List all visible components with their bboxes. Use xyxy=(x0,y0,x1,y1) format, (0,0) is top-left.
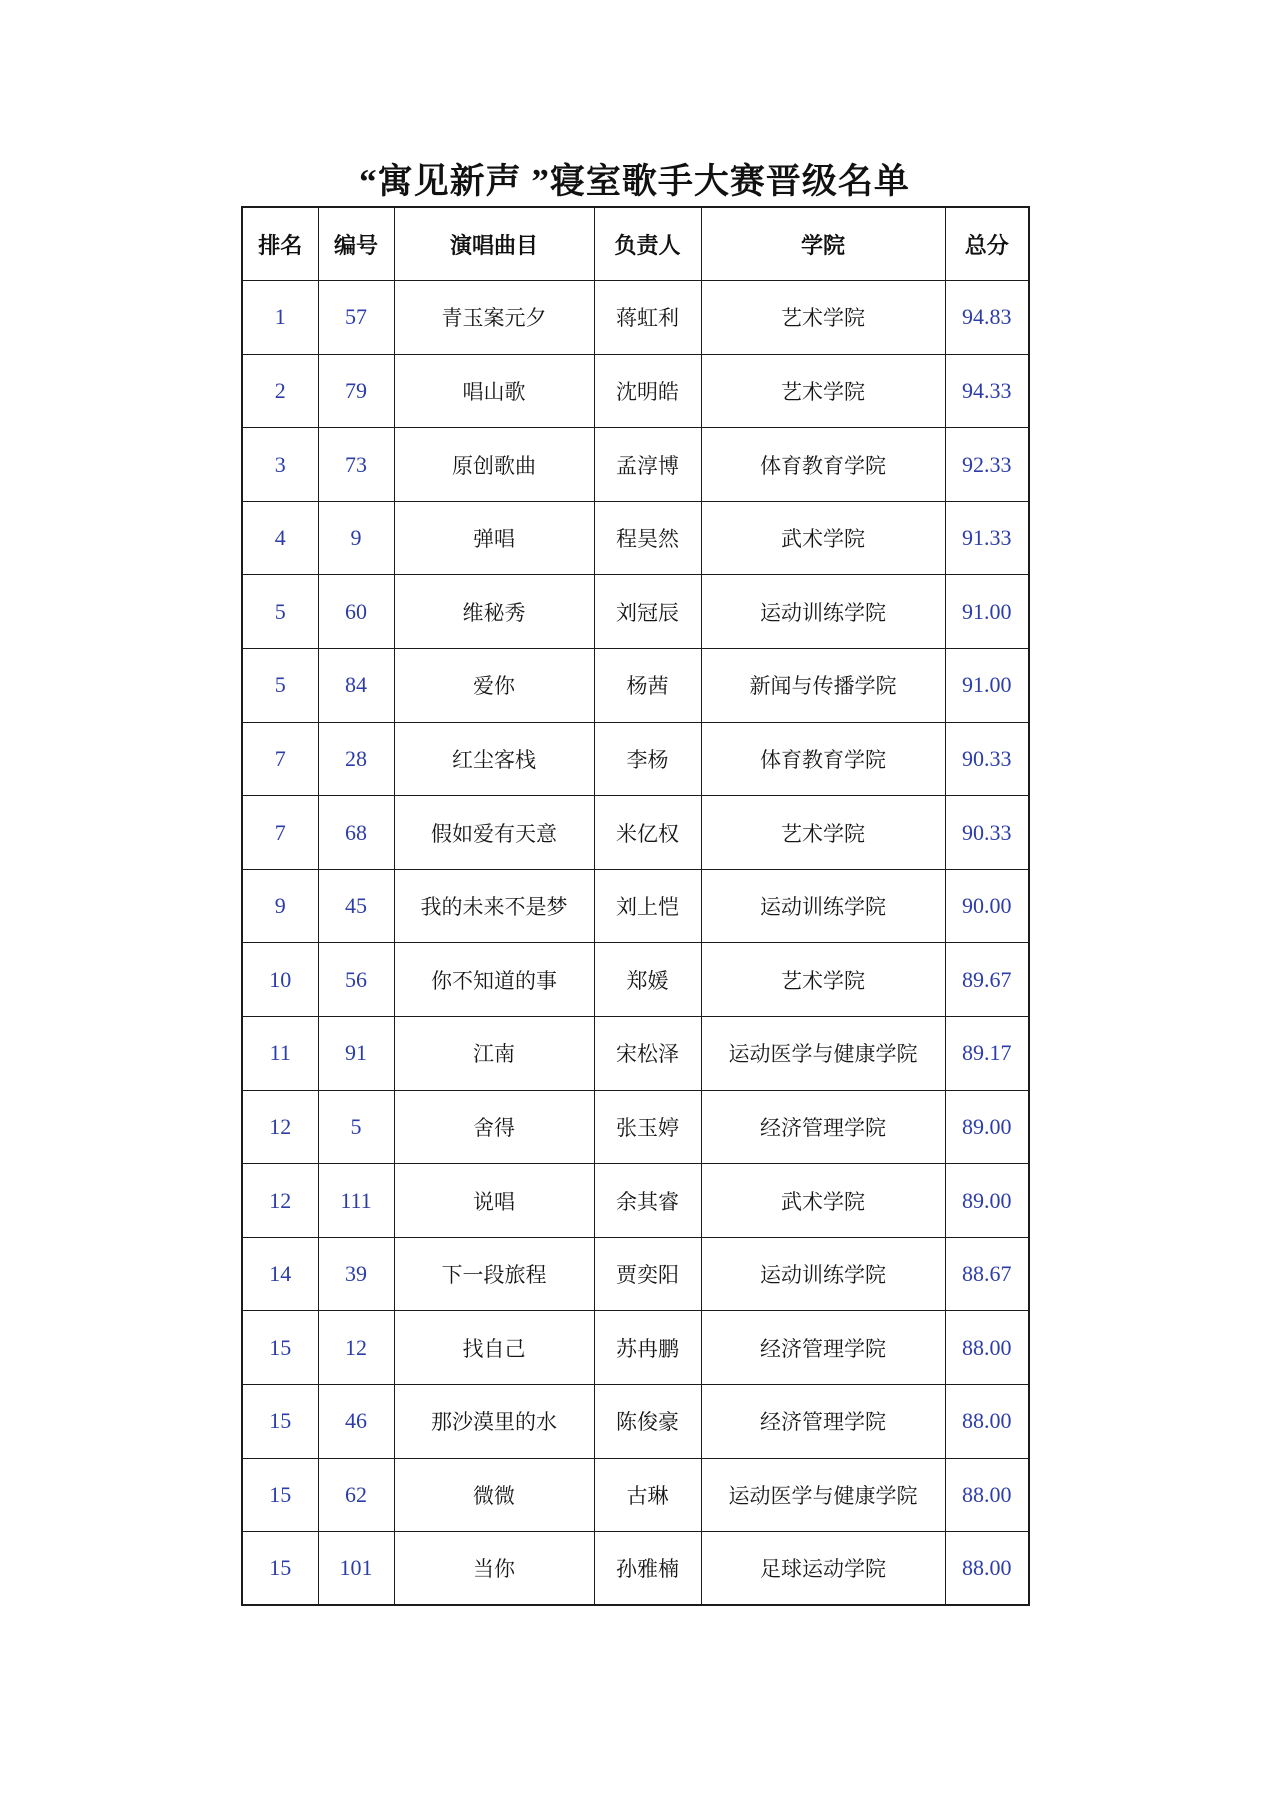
cell-leader: 程昊然 xyxy=(594,501,701,575)
cell-rank: 5 xyxy=(242,649,318,723)
cell-entry-number: 56 xyxy=(318,943,394,1017)
cell-rank: 9 xyxy=(242,869,318,943)
cell-entry-number: 101 xyxy=(318,1532,394,1606)
cell-entry-number: 62 xyxy=(318,1458,394,1532)
cell-entry-number: 68 xyxy=(318,796,394,870)
cell-rank: 2 xyxy=(242,354,318,428)
table-row xyxy=(242,722,1029,796)
cell-score: 90.00 xyxy=(945,869,1029,943)
table-row xyxy=(242,1385,1029,1459)
cell-song: 弹唱 xyxy=(394,501,594,575)
cell-rank: 12 xyxy=(242,1164,318,1238)
table-row xyxy=(242,501,1029,575)
cell-rank: 15 xyxy=(242,1458,318,1532)
cell-rank: 12 xyxy=(242,1090,318,1164)
page-title: “寓见新声 ”寝室歌手大赛晋级名单 xyxy=(359,162,910,201)
cell-rank: 15 xyxy=(242,1532,318,1606)
cell-college: 运动训练学院 xyxy=(701,1237,945,1311)
cell-leader: 米亿权 xyxy=(594,796,701,870)
cell-entry-number: 84 xyxy=(318,649,394,723)
cell-entry-number: 28 xyxy=(318,722,394,796)
cell-song: 我的未来不是梦 xyxy=(394,869,594,943)
header-row xyxy=(242,207,1029,281)
cell-college: 运动医学与健康学院 xyxy=(701,1458,945,1532)
cell-college: 经济管理学院 xyxy=(701,1090,945,1164)
cell-score: 90.33 xyxy=(945,722,1029,796)
cell-entry-number: 73 xyxy=(318,428,394,502)
cell-college: 武术学院 xyxy=(701,1164,945,1238)
col-header-college: 学院 xyxy=(701,207,945,281)
cell-song: 原创歌曲 xyxy=(394,428,594,502)
cell-college: 足球运动学院 xyxy=(701,1532,945,1606)
cell-leader: 贾奕阳 xyxy=(594,1237,701,1311)
cell-college: 体育教育学院 xyxy=(701,722,945,796)
cell-leader: 张玉婷 xyxy=(594,1090,701,1164)
cell-leader: 古琳 xyxy=(594,1458,701,1532)
cell-leader: 沈明皓 xyxy=(594,354,701,428)
cell-rank: 15 xyxy=(242,1311,318,1385)
cell-song: 你不知道的事 xyxy=(394,943,594,1017)
cell-score: 94.83 xyxy=(945,281,1029,355)
cell-college: 经济管理学院 xyxy=(701,1385,945,1459)
cell-entry-number: 39 xyxy=(318,1237,394,1311)
cell-score: 90.33 xyxy=(945,796,1029,870)
cell-leader: 孙雅楠 xyxy=(594,1532,701,1606)
cell-college: 经济管理学院 xyxy=(701,1311,945,1385)
cell-song: 假如爱有天意 xyxy=(394,796,594,870)
cell-score: 91.00 xyxy=(945,575,1029,649)
cell-song: 青玉案元夕 xyxy=(394,281,594,355)
cell-entry-number: 91 xyxy=(318,1017,394,1091)
cell-score: 88.00 xyxy=(945,1532,1029,1606)
cell-rank: 4 xyxy=(242,501,318,575)
cell-entry-number: 12 xyxy=(318,1311,394,1385)
table-row xyxy=(242,1017,1029,1091)
cell-college: 运动训练学院 xyxy=(701,869,945,943)
cell-song: 舍得 xyxy=(394,1090,594,1164)
cell-song: 那沙漠里的水 xyxy=(394,1385,594,1459)
cell-score: 88.00 xyxy=(945,1311,1029,1385)
cell-leader: 李杨 xyxy=(594,722,701,796)
cell-college: 艺术学院 xyxy=(701,943,945,1017)
cell-entry-number: 79 xyxy=(318,354,394,428)
col-header-number: 编号 xyxy=(318,207,394,281)
cell-score: 89.00 xyxy=(945,1164,1029,1238)
cell-song: 说唱 xyxy=(394,1164,594,1238)
table-row xyxy=(242,869,1029,943)
table-row xyxy=(242,1532,1029,1606)
cell-song: 下一段旅程 xyxy=(394,1237,594,1311)
cell-rank: 7 xyxy=(242,796,318,870)
table-row xyxy=(242,943,1029,1017)
cell-leader: 杨茜 xyxy=(594,649,701,723)
cell-rank: 7 xyxy=(242,722,318,796)
cell-score: 89.00 xyxy=(945,1090,1029,1164)
cell-leader: 蒋虹利 xyxy=(594,281,701,355)
cell-score: 88.67 xyxy=(945,1237,1029,1311)
cell-college: 运动训练学院 xyxy=(701,575,945,649)
table-row xyxy=(242,354,1029,428)
cell-rank: 10 xyxy=(242,943,318,1017)
cell-college: 体育教育学院 xyxy=(701,428,945,502)
cell-rank: 14 xyxy=(242,1237,318,1311)
cell-score: 91.33 xyxy=(945,501,1029,575)
table-row xyxy=(242,1311,1029,1385)
cell-leader: 宋松泽 xyxy=(594,1017,701,1091)
table-row xyxy=(242,1090,1029,1164)
table-row xyxy=(242,649,1029,723)
cell-college: 新闻与传播学院 xyxy=(701,649,945,723)
cell-score: 94.33 xyxy=(945,354,1029,428)
cell-score: 88.00 xyxy=(945,1385,1029,1459)
cell-rank: 11 xyxy=(242,1017,318,1091)
cell-rank: 15 xyxy=(242,1385,318,1459)
table-row xyxy=(242,796,1029,870)
cell-entry-number: 9 xyxy=(318,501,394,575)
cell-leader: 孟淳博 xyxy=(594,428,701,502)
table-row xyxy=(242,1164,1029,1238)
cell-rank: 1 xyxy=(242,281,318,355)
col-header-rank: 排名 xyxy=(242,207,318,281)
col-header-score: 总分 xyxy=(945,207,1029,281)
cell-leader: 刘冠辰 xyxy=(594,575,701,649)
cell-song: 找自己 xyxy=(394,1311,594,1385)
cell-entry-number: 5 xyxy=(318,1090,394,1164)
cell-college: 艺术学院 xyxy=(701,354,945,428)
cell-score: 89.67 xyxy=(945,943,1029,1017)
cell-entry-number: 46 xyxy=(318,1385,394,1459)
cell-song: 爱你 xyxy=(394,649,594,723)
table-row xyxy=(242,1458,1029,1532)
cell-rank: 5 xyxy=(242,575,318,649)
cell-score: 92.33 xyxy=(945,428,1029,502)
table-row xyxy=(242,575,1029,649)
cell-score: 91.00 xyxy=(945,649,1029,723)
cell-song: 红尘客栈 xyxy=(394,722,594,796)
cell-entry-number: 111 xyxy=(318,1164,394,1238)
cell-college: 艺术学院 xyxy=(701,796,945,870)
table-row xyxy=(242,281,1029,355)
cell-score: 88.00 xyxy=(945,1458,1029,1532)
cell-song: 当你 xyxy=(394,1532,594,1606)
cell-entry-number: 45 xyxy=(318,869,394,943)
results-table xyxy=(241,206,1030,1606)
cell-score: 89.17 xyxy=(945,1017,1029,1091)
cell-college: 艺术学院 xyxy=(701,281,945,355)
cell-rank: 3 xyxy=(242,428,318,502)
table-row xyxy=(242,428,1029,502)
cell-leader: 郑媛 xyxy=(594,943,701,1017)
cell-entry-number: 57 xyxy=(318,281,394,355)
cell-leader: 刘上恺 xyxy=(594,869,701,943)
table-row xyxy=(242,1237,1029,1311)
cell-song: 微微 xyxy=(394,1458,594,1532)
cell-song: 江南 xyxy=(394,1017,594,1091)
cell-leader: 苏冉鹏 xyxy=(594,1311,701,1385)
cell-leader: 陈俊豪 xyxy=(594,1385,701,1459)
col-header-song: 演唱曲目 xyxy=(394,207,594,281)
cell-college: 运动医学与健康学院 xyxy=(701,1017,945,1091)
cell-leader: 余其睿 xyxy=(594,1164,701,1238)
cell-song: 维秘秀 xyxy=(394,575,594,649)
cell-college: 武术学院 xyxy=(701,501,945,575)
cell-song: 唱山歌 xyxy=(394,354,594,428)
col-header-leader: 负责人 xyxy=(594,207,701,281)
cell-entry-number: 60 xyxy=(318,575,394,649)
